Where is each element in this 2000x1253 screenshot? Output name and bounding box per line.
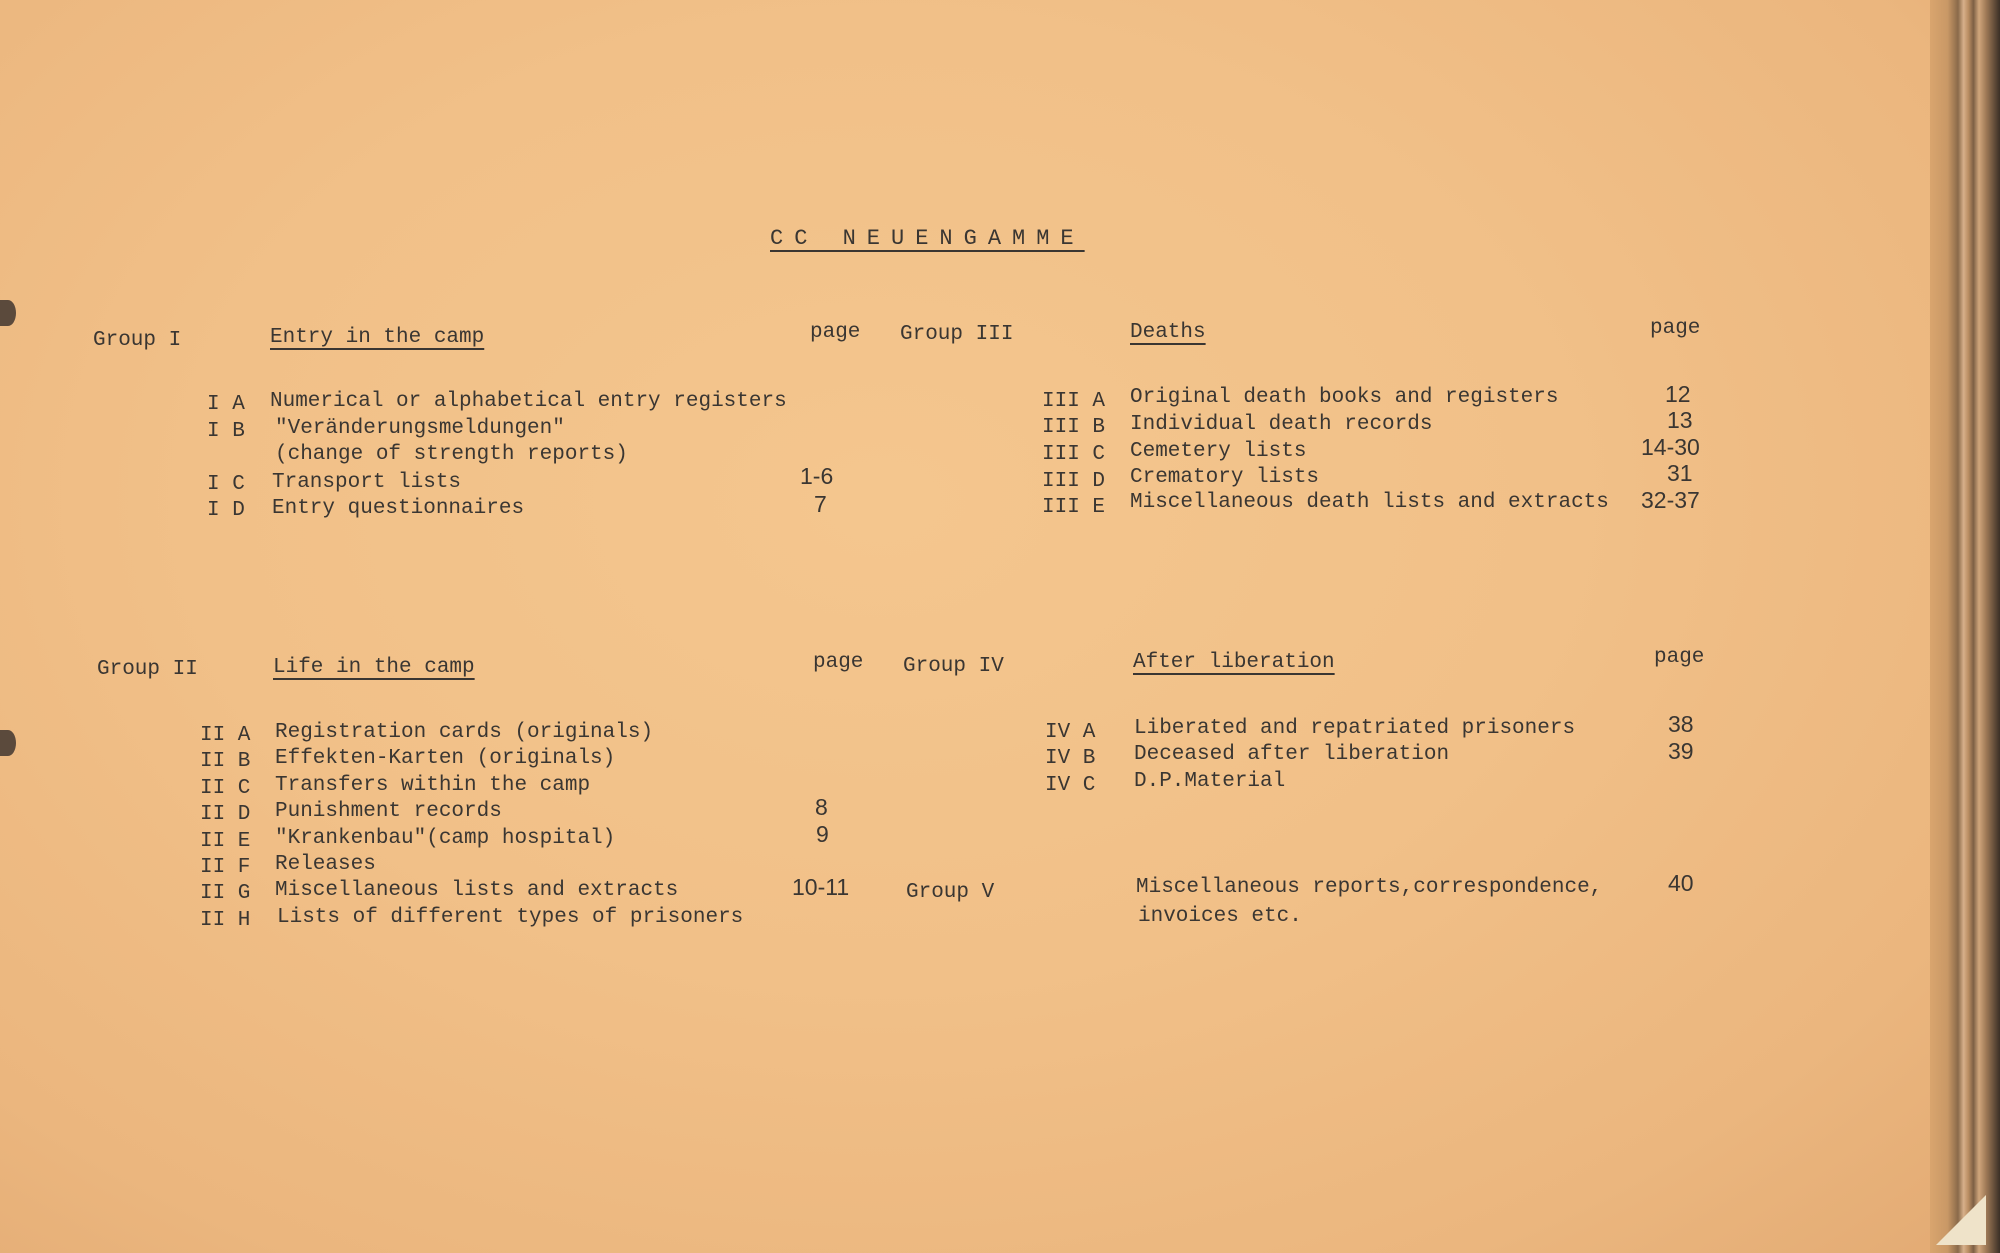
entry-code: II E bbox=[200, 830, 251, 853]
entry-code: IV C bbox=[1045, 774, 1096, 797]
entry-text: Registration cards (originals) bbox=[275, 721, 654, 744]
entry-text: Miscellaneous reports,correspondence, bbox=[1136, 876, 1603, 899]
entry-code: I B bbox=[207, 420, 245, 443]
entry-text: Deceased after liberation bbox=[1134, 743, 1450, 766]
group-iii-page-label: page bbox=[1650, 317, 1701, 340]
entry-code: II D bbox=[200, 803, 251, 826]
group-iv-label: Group IV bbox=[903, 655, 1004, 678]
entry-text: "Krankenbau"(camp hospital) bbox=[275, 827, 616, 850]
entry-text: Effekten-Karten (originals) bbox=[275, 747, 616, 770]
entry-code: III D bbox=[1042, 470, 1106, 493]
entry-text: Individual death records bbox=[1130, 413, 1433, 436]
entry-code: I A bbox=[207, 393, 245, 416]
group-ii-heading: Life in the camp bbox=[273, 656, 475, 679]
entry-text: Original death books and registers bbox=[1130, 386, 1559, 409]
entry-page: 9 bbox=[816, 821, 829, 847]
entry-text: Miscellaneous lists and extracts bbox=[275, 879, 679, 902]
entry-page: 39 bbox=[1668, 738, 1694, 764]
entry-page: 38 bbox=[1668, 711, 1694, 737]
group-ii-page-label: page bbox=[813, 651, 864, 674]
group-iv-page-label: page bbox=[1654, 646, 1705, 669]
entry-page: 7 bbox=[814, 491, 827, 517]
entry-code: I D bbox=[207, 499, 245, 522]
entry-text: "Veränderungsmeldungen" bbox=[275, 417, 565, 440]
entry-page: 10-11 bbox=[792, 874, 850, 900]
entry-text: invoices etc. bbox=[1138, 905, 1302, 928]
entry-text: Transfers within the camp bbox=[275, 774, 591, 797]
entry-page: 40 bbox=[1668, 870, 1694, 896]
entry-code: I C bbox=[207, 473, 245, 496]
entry-text: Releases bbox=[275, 853, 376, 876]
entry-code: IV B bbox=[1045, 747, 1096, 770]
group-i-heading: Entry in the camp bbox=[270, 326, 485, 349]
group-i-page-label: page bbox=[810, 321, 861, 344]
entry-text: Liberated and repatriated prisoners bbox=[1134, 717, 1576, 740]
entry-code: II C bbox=[200, 777, 251, 800]
entry-text: Crematory lists bbox=[1130, 466, 1320, 489]
entry-code: IV A bbox=[1045, 721, 1096, 744]
entry-code: II G bbox=[200, 882, 251, 905]
entry-code: II B bbox=[200, 750, 251, 773]
binder-hole bbox=[0, 730, 16, 756]
book-page-edges bbox=[1930, 0, 2000, 1253]
entry-code: III A bbox=[1042, 390, 1106, 413]
entry-page: 31 bbox=[1667, 460, 1693, 486]
entry-text: Cemetery lists bbox=[1130, 440, 1307, 463]
entry-text: (change of strength reports) bbox=[275, 443, 628, 466]
entry-text: D.P.Material bbox=[1134, 770, 1286, 793]
entry-text: Punishment records bbox=[275, 800, 502, 823]
entry-page: 8 bbox=[815, 794, 828, 820]
entry-page: 13 bbox=[1667, 407, 1693, 433]
entry-page: 32-37 bbox=[1641, 487, 1700, 513]
group-iii-label: Group III bbox=[900, 323, 1014, 346]
entry-code: II F bbox=[200, 856, 251, 879]
entry-text: Numerical or alphabetical entry registers bbox=[270, 390, 787, 413]
group-v-label: Group V bbox=[906, 881, 995, 904]
page-corner-fold bbox=[1936, 1195, 1986, 1245]
entry-code: III C bbox=[1042, 443, 1106, 466]
entry-code: III E bbox=[1042, 496, 1106, 519]
entry-text: Lists of different types of prisoners bbox=[277, 906, 744, 929]
entry-code: II A bbox=[200, 724, 251, 747]
binder-hole bbox=[0, 300, 16, 326]
entry-page: 1-6 bbox=[800, 463, 834, 489]
entry-page: 12 bbox=[1665, 381, 1691, 407]
entry-code: III B bbox=[1042, 416, 1106, 439]
group-i-label: Group I bbox=[93, 329, 182, 352]
group-iv-heading: After liberation bbox=[1133, 651, 1335, 674]
group-ii-label: Group II bbox=[97, 658, 198, 681]
entry-page: 14-30 bbox=[1641, 434, 1700, 460]
entry-text: Transport lists bbox=[272, 471, 462, 494]
entry-text: Entry questionnaires bbox=[272, 497, 525, 520]
entry-code: II H bbox=[200, 909, 251, 932]
group-iii-heading: Deaths bbox=[1130, 321, 1206, 344]
document-title: CC NEUENGAMME bbox=[770, 226, 1085, 251]
entry-text: Miscellaneous death lists and extracts bbox=[1130, 491, 1609, 514]
